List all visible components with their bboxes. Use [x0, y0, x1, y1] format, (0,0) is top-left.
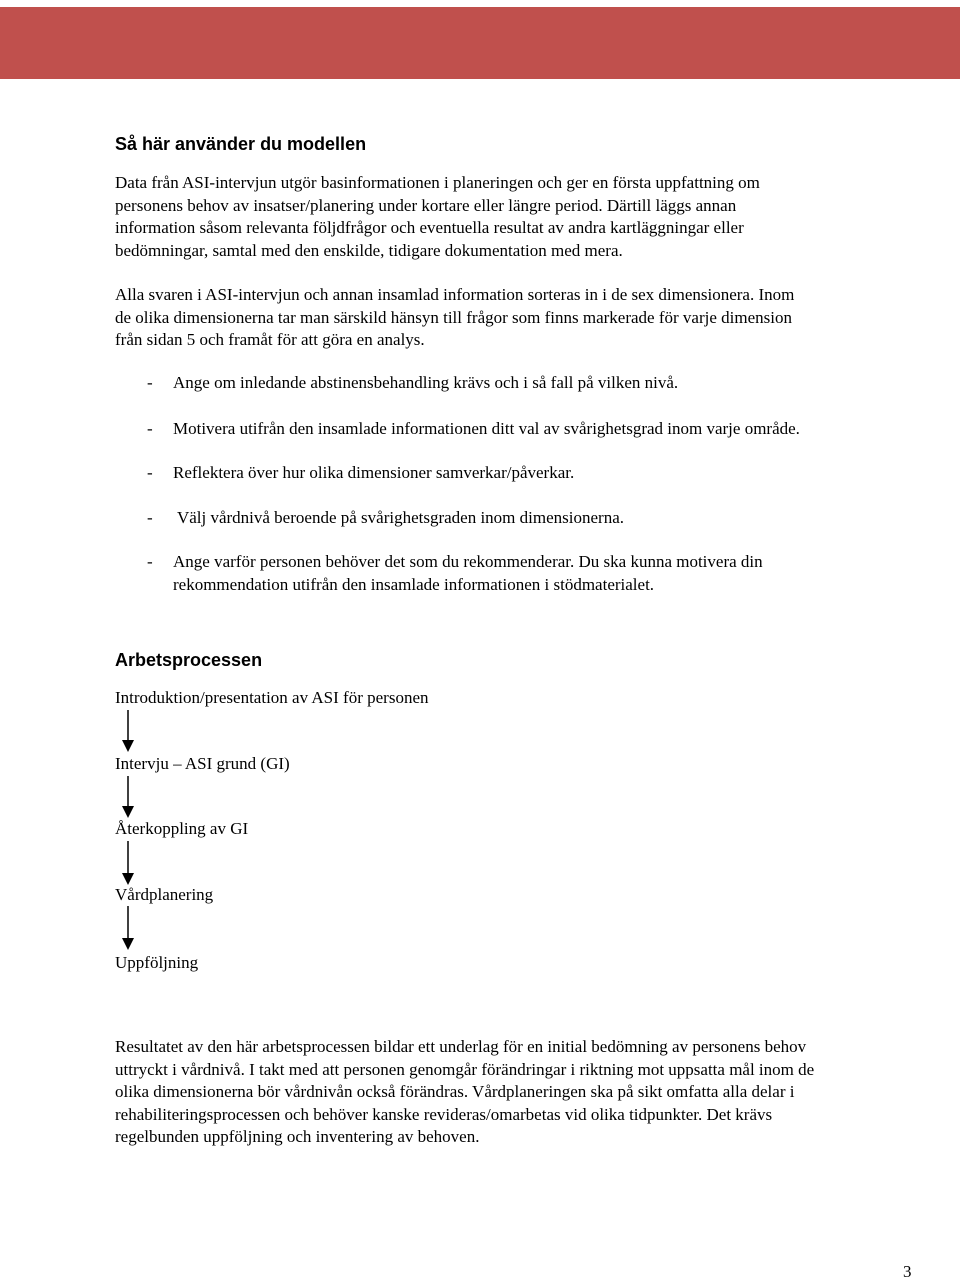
- arrow-down-icon: [121, 906, 135, 950]
- bullet-text: Välj vårdnivå beroende på svårighetsgraden inom dimensionerna.: [173, 508, 624, 527]
- bullet-text: Ange om inledande abstinensbehandling krävs och i så fall på vilken nivå.: [173, 373, 679, 392]
- text-line: bedömningar, samtal med den enskilde, tidigare dokumentation med mera.: [115, 240, 623, 260]
- arrow-down-icon: [121, 776, 135, 818]
- bullet-item: [147, 372, 678, 395]
- bullet-item: [147, 462, 574, 485]
- text-line: Data från ASI-intervjun utgör basinformationen i planeringen och ger en första uppfattning om: [115, 173, 760, 192]
- page-number: 3: [903, 1262, 912, 1281]
- text-line: personens behov av insatser/planering under kortare eller längre period. Därtill läggs annan: [115, 195, 737, 215]
- bullet-text: Motivera utifrån den insamlade informationen ditt val av svårighetsgrad inom varje område.: [173, 419, 800, 438]
- process-step: Vårdplanering: [115, 885, 214, 904]
- bullet-item: [147, 418, 800, 441]
- text-line: Alla svaren i ASI-intervjun och annan insamlad information sorteras in i de sex dimensionera. Inom: [115, 285, 795, 304]
- bullet-text: Reflektera över hur olika dimensioner samverkar/påverkar.: [173, 463, 575, 482]
- dimensions-paragraph: [115, 284, 905, 352]
- bullet-text: Ange varför personen behöver det som du rekommenderar. Du ska kunna motivera din: [173, 552, 763, 571]
- text-line: olika dimensionerna bör vårdnivån också förändras. Vårdplaneringen ska på sikt omfatta alla delar i: [115, 1082, 795, 1101]
- text-line: de olika dimensionerna tar man särskild hänsyn till frågor som finns markerade för varje dimension: [115, 307, 792, 327]
- bullet-dash: -: [147, 373, 153, 392]
- bullet-dash: -: [147, 552, 153, 571]
- arrow-down-icon: [121, 841, 135, 885]
- process-step: Återkoppling av GI: [115, 819, 249, 838]
- header-band: [0, 7, 960, 79]
- section-title-model: Så här använder du modellen: [115, 134, 367, 154]
- intro-paragraph: [115, 172, 905, 262]
- bullet-text: rekommendation utifrån den insamlade informationen i stödmaterialet.: [173, 574, 655, 594]
- text-line: Resultatet av den här arbetsprocessen bildar ett underlag för en initial bedömning av personens behov: [115, 1037, 807, 1056]
- arrow-down-icon: [121, 710, 135, 752]
- bullet-dash: -: [147, 463, 153, 482]
- bullet-dash: -: [147, 419, 153, 438]
- text-line: information såsom relevanta följdfrågor och eventuella resultat av andra kartläggningar eller: [115, 218, 744, 237]
- process-step: Intervju – ASI grund (GI): [115, 754, 290, 773]
- bullet-item: [147, 551, 763, 596]
- process-step: Introduktion/presentation av ASI för personen: [115, 688, 429, 707]
- closing-paragraph: [115, 1036, 905, 1149]
- text-line: uttryckt i vårdnivå. I takt med att personen genomgår förändringar i riktning mot uppsatta mål inom de: [115, 1059, 815, 1079]
- text-line: regelbunden uppföljning och inventering av behoven.: [115, 1127, 480, 1146]
- text-line: rehabiliteringsprocessen och behöver kanske revideras/omarbetas vid olika tidpunkter. Det krävs: [115, 1104, 773, 1124]
- process-step: Uppföljning: [115, 953, 199, 972]
- section-title-process: Arbetsprocessen: [115, 650, 263, 670]
- text-line: från sidan 5 och framåt för att göra en analys.: [115, 330, 425, 349]
- bullet-dash: -: [147, 508, 153, 527]
- bullet-item: [147, 507, 624, 530]
